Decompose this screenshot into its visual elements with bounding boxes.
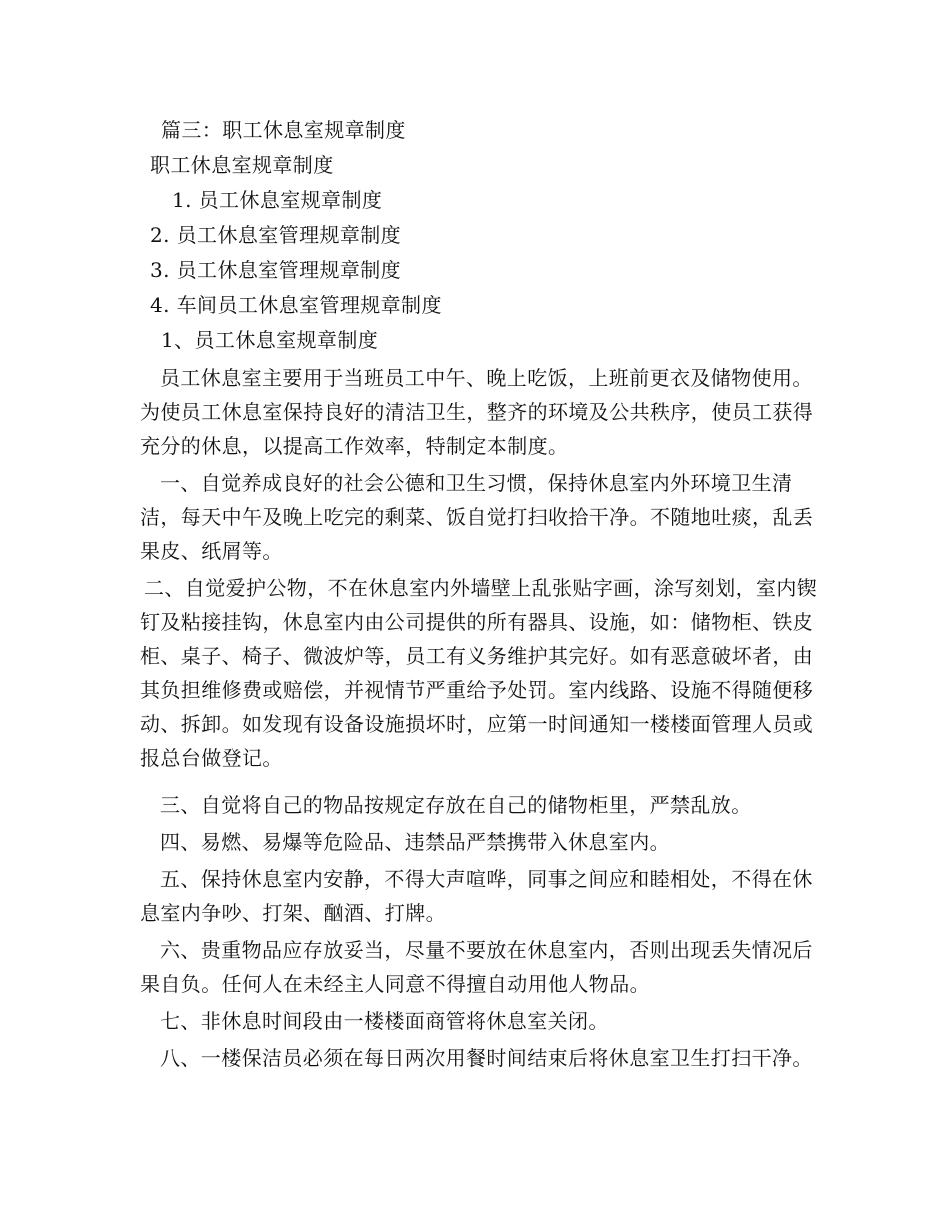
rule-6: 六、贵重物品应存放妥当，尽量不要放在休息室内，否则出现丢失情况后果自负。任何人在未经主人同意不得擅自动用他人物品。 bbox=[140, 938, 813, 996]
document-subtitle: 职工休息室规章制度 bbox=[150, 153, 334, 177]
rule-7: 七、非休息时间段由一楼楼面商管将休息室关闭。 bbox=[160, 1009, 609, 1033]
section-heading: 1、员工休息室规章制度 bbox=[161, 328, 379, 352]
chapter-title: 篇三：职工休息室规章制度 bbox=[161, 118, 406, 142]
rule-4: 四、易燃、易爆等危险品、违禁品严禁携带入休息室内。 bbox=[160, 830, 670, 854]
toc-item-3: 3. 员工休息室管理规章制度 bbox=[150, 258, 402, 282]
rule-3: 三、自觉将自己的物品按规定存放在自己的储物柜里，严禁乱放。 bbox=[160, 793, 752, 817]
rule-2: 二、自觉爱护公物，不在休息室内外墙壁上乱张贴字画，涂写刻划，室内锲钉及粘接挂钩，休息室内由公司提供的所有器具、设施，如：储物柜、铁皮柜、桌子、椅子、微波炉等，员工有义务维护其完好。如有恶意破坏者，由其负担维修费或赔偿，并视情节严重给予处罚。室内线路、设施不得随便移动、拆卸。如发现有设备设施损坏时，应第一时间通知一楼楼面管理人员或报总台做登记。 bbox=[140, 576, 818, 770]
toc-item-4: 4. 车间员工休息室管理规章制度 bbox=[150, 293, 442, 317]
toc-item-2: 2. 员工休息室管理规章制度 bbox=[150, 223, 402, 247]
intro-paragraph: 员工休息室主要用于当班员工中午、晚上吃饭，上班前更衣及储物使用。为使员工休息室保持良好的清洁卫生，整齐的环境及公共秩序，使员工获得充分的休息，以提高工作效率，特制定本制度。 bbox=[140, 366, 814, 458]
rule-8: 八、一楼保洁员必须在每日两次用餐时间结束后将休息室卫生打扫干净。 bbox=[160, 1046, 813, 1070]
rule-5: 五、保持休息室内安静，不得大声喧哗，同事之间应和睦相处，不得在休息室内争吵、打架、酗酒、打牌。 bbox=[140, 867, 813, 925]
rule-1: 一、自觉养成良好的社会公德和卫生习惯，保持休息室内外环境卫生清洁，每天中午及晚上吃完的剩菜、饭自觉打扫收拾干净。不随地吐痰，乱丢果皮、纸屑等。 bbox=[140, 471, 814, 563]
toc-item-1: 1. 员工休息室规章制度 bbox=[172, 188, 383, 212]
